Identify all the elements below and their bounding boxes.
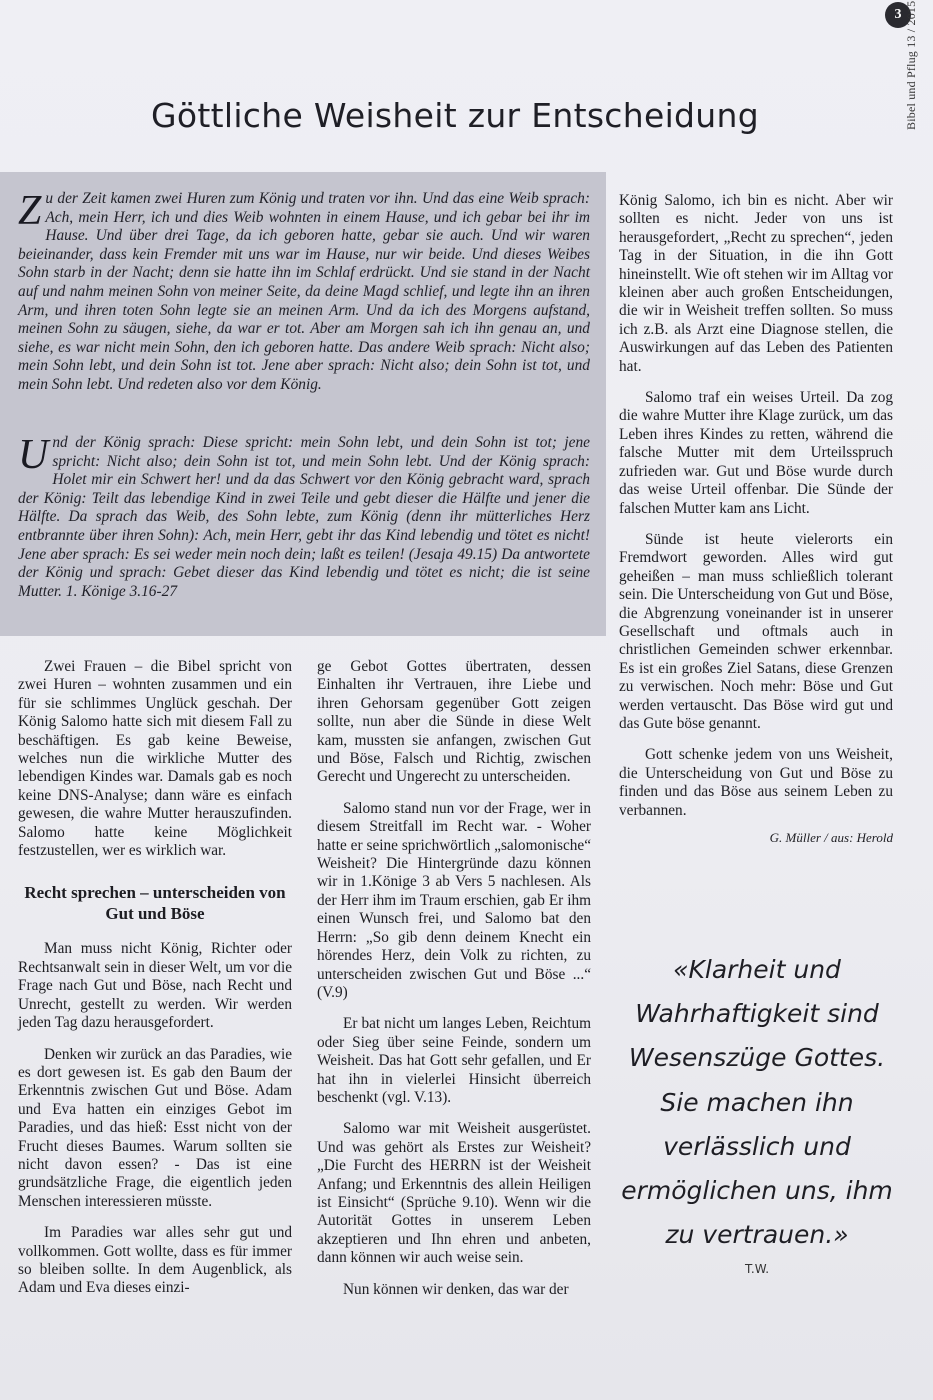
section-subheading: Recht sprechen – unterscheiden von Gut und Böse [24,883,286,924]
body-paragraph: Denken wir zurück an das Paradies, wie es dort gewesen ist. Es gab den Baum der Erkenntnis zwischen Gut und Böse. Adam und Eva hatten ein einziges Gebot im Paradies, und das hieß: Esst nicht von der Frucht dieses Baumes. Warum sollten sie nicht davon essen? - Das ist eine grundsätzliche Frage, die eigentlich jeden Menschen interessieren müsste. [18,1045,292,1210]
body-paragraph: Er bat nicht um langes Leben, Reichtum oder Sieg über seine Feinde, sondern um Weisheit. Das hat Gott sehr gefallen, und Er hat ihn in vielerlei Hinsicht überreich beschenkt (vgl. V.13). [317,1015,591,1106]
scripture-paragraph-2 [18,434,590,601]
scripture-paragraph-1 [18,190,590,395]
body-paragraph: Im Paradies war alles sehr gut und vollkommen. Gott wollte, dass es für immer so bleiben sollte. In dem Augenblick, als Adam und Eva dieses einzi- [18,1224,292,1297]
body-paragraph: Salomo war mit Weisheit ausgerüstet. Und was gehört als Erstes zur Weisheit? „Die Furcht des HERRN ist der Weisheit Anfang; und Erkenntnis des allein Heiligen ist Einsicht“ (Sprüche 9.10). Wenn wir die Autorität Gottes in unserem Leben akzeptieren und Ihn ehren und anbeten, dann können wir auch weise sein. [317,1120,591,1267]
author-credit: G. Müller / aus: Herold [769,830,893,845]
scripture-text: u der Zeit kamen zwei Huren zum König und traten vor ihn. Und das eine Weib sprach: Ach, mein Herr, ich und dies Weib wohnten in einem Hause, und ich gebar bei ihr im Hause. Und über drei Tage, da ich geboren hatte, gebar sie auch. Und wir waren beieinander, dass kein Fremder mit uns war im Hause, nur wir beide. Und dieses Weibes Sohn starb in der Nacht; denn sie hatte ihn im Schlaf erdrückt. Und sie stand in der Nacht auf und nahm meinen Sohn von meiner Seite, da deine Magd schlief, und legte ihn an ihren Arm, und ihren toten Sohn legte sie an meinen Arm. Und da ich des Morgens aufstand, meinen Sohn zu säugen, siehe, da war er tot. Aber am Morgen sah ich ihn genau an, und siehe, es war nicht mein Sohn, den ich geboren hatte. Das andere Weib sprach: Nicht also; mein Sohn lebt, und dein Sohn ist tot. Jene aber sprach: Nicht also; dein Sohn ist tot, und mein Sohn lebt. Und redeten also vor dem König. [18,190,590,393]
body-paragraph: Salomo traf ein weises Urteil. Da zog die wahre Mutter ihre Klage zurück, um das Leben ihres Kindes zu retten, während die falsche Mutter mit dem Urteilsspruch zufrieden war. Gut und Böse wurde durch das weise Urteil offenbar. Die Sünde der falschen Mutter kam ans Licht. [619,389,893,517]
body-paragraph: Nun können wir denken, das war der [343,1280,569,1298]
text-column-1 [18,658,292,1311]
drop-cap: U [18,432,49,478]
body-paragraph: Zwei Frauen – die Bibel spricht von zwei Huren – wohnten zusammen und ein für sie schlimmes Unglück geschah. Der König Salomo hatte sich mit diesem Fall zu beschäftigen. Es gab keine Beweise, welches nun die wirkliche Mutter des lebendigen Kindes war. Damals gab es noch keine DNS-Analyse; dann wäre es einfach gewesen, die wahre Mutter herauszufinden. Salomo hatte keine Möglichkeit festzustellen, wer es wirklich war. [18,658,292,860]
body-paragraph: Sünde ist heute vielerorts ein Fremdwort geworden. Alles wird gut geheißen – man muss schließlich tolerant sein. Die Unterscheidung von Gut und Böse, die Abgrenzung voneinander ist in unserer Gesellschaft und oftmals auch in christlichen Gemeinden schwer erkennbar. Es ist ein großes Ziel Satans, diese Grenzen zu verwischen. Noch mehr: Böse und Gut werden vertauscht. Das Böse wird gut und das Gute böse genannt. [619,530,893,732]
text-column-2 [317,658,591,1312]
body-paragraph: ge Gebot Gottes übertraten, dessen Einhalten ihr Vertrauen, ihre Liebe und ihren Gehorsam gegenüber Gott zeigen sollte, nun aber die Sünde in diese Welt kam, mussten sie anfangen, zwischen Gut und Böse, Falsch und Richtig, zwischen Gerecht und Ungerecht zu unterscheiden. [317,658,591,786]
article-title: Göttliche Weisheit zur Entscheidung [151,96,759,135]
drop-cap: Z [18,188,42,234]
scripture-box [0,172,606,636]
page-number: 3 [885,2,911,28]
scripture-text: nd der König sprach: Diese spricht: mein Sohn lebt, und dein Sohn ist tot; jene spricht: Nicht also; dein Sohn ist tot, und mein Sohn lebt. Und der König sprach: Holet mir ein Schwert her! und da das Schwert vor den König gebracht ward, sprach der König: Teilt das lebendige Kind in zwei Teile und gebt dieser die Hälfte und jener die Hälfte. Da sprach das Weib, des Sohn lebte, zum König (denn ihr mütterliches Herz entbrannte über ihren Sohn): Ach, mein Herr, gebt ihr das Kind lebendig und tötet es nicht! Jene aber sprach: Es sei weder mein noch dein; laßt es teilen! (Jesaja 49.15) Da antwortete der König und sprach: Gebet dieser das Kind lebendig und tötet es nicht; die ist seine Mutter. 1. Könige 3.16-27 [18,434,590,600]
text-column-3 [619,192,893,847]
body-paragraph: König Salomo, ich bin es nicht. Aber wir sollten es nicht. Jeder von uns ist herausgefordert, „Recht zu sprechen“, jeden Tag in der Situation, in die ihn Gott hineinstellt. Wie oft stehen wir im Alltag vor kleinen aber auch großen Entscheidungen, die wir in Weisheit treffen sollten. So muss ich z.B. als Arzt eine Diagnose stellen, die Auswirkungen auf das Leben des Patienten hat. [619,192,893,375]
body-paragraph: Man muss nicht König, Richter oder Rechtsanwalt sein in dieser Welt, um vor die Frage nach Gut und Böse, nach Recht und Unrecht, gestellt zu werden. Wir werden jeden Tag dazu herausgefordert. [18,940,292,1032]
body-paragraph: Gott schenke jedem von uns Weisheit, die Unterscheidung von Gut und Böse zu finden und das Böse aus seinem Leben zu verbannen. [619,746,893,819]
body-paragraph: Salomo stand nun vor der Frage, wer in diesem Streitfall im Recht war. - Woher hatte er seine sprichwörtlich „salomonische“ Weisheit? Die Hintergründe dazu können wir in 1.Könige 3 ab Vers 5 nachlesen. Als der Herr ihm im Traum erschien, gab Er ihm einen Wunsch frei, und Salomo bat den Herrn: „So gib denn deinem Knecht ein hörendes Herz, dein Volk zu richten, zu unterscheiden zwischen Gut und Böse ...“ (V.9) [317,799,591,1001]
pull-quote: «Klarheit und Wahrhaftigkeit sind Wesenszüge Gottes. Sie machen ihn verlässlich und ermöglichen uns, ihm zu vertrauen.» [621,955,893,1250]
quote-author: T.W. [744,1262,770,1276]
running-head: Bibel und Pflug 13 / 2015 [904,0,918,130]
